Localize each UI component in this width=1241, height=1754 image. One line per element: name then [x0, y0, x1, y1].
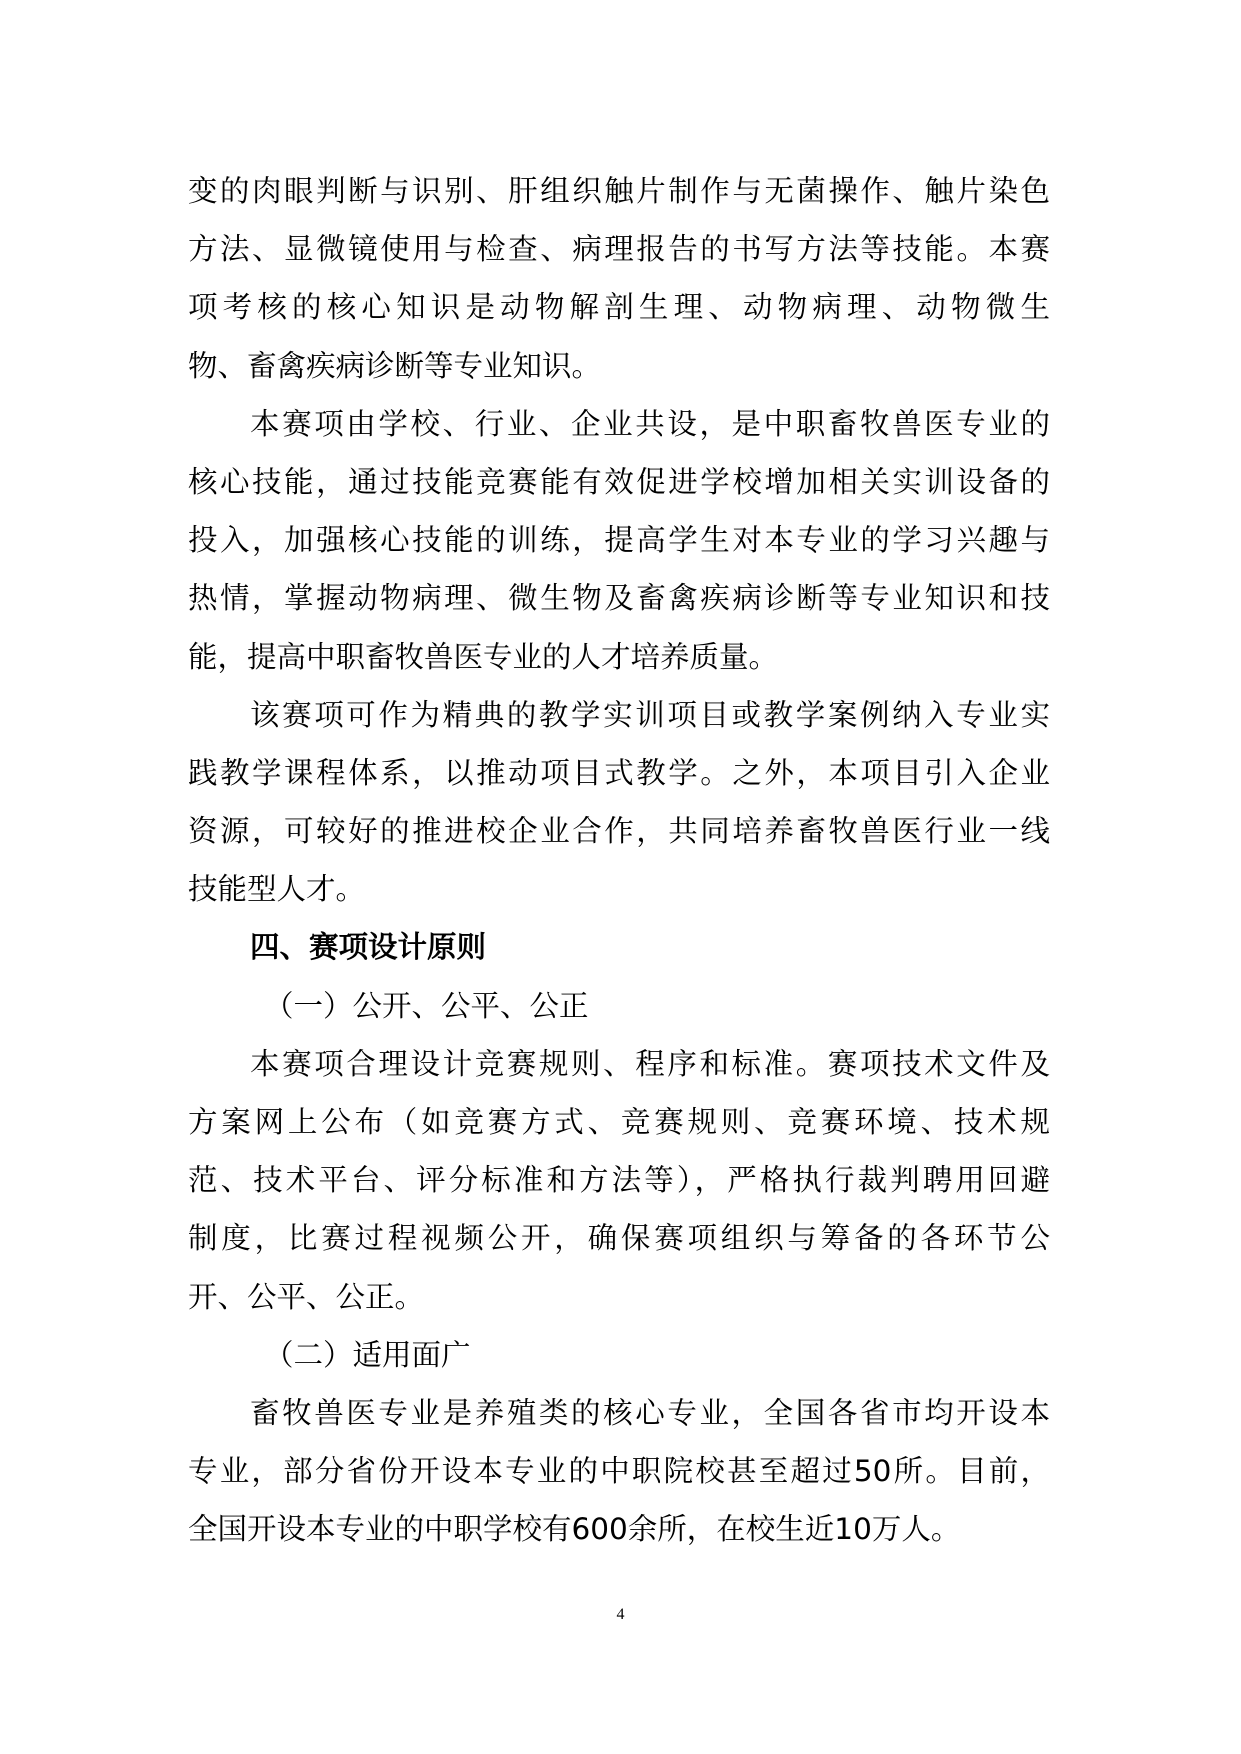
text-line: 该赛项可作为精典的教学实训项目或教学案例纳入专业实	[250, 697, 1050, 732]
section-heading: 四、赛项设计原则	[250, 930, 487, 965]
text-line: 畜牧兽医专业是养殖类的核心专业，全国各省市均开设本	[250, 1395, 1050, 1430]
paragraph-applicability	[188, 1384, 1050, 1559]
text-line: 本赛项合理设计竞赛规则、程序和标准。赛项技术文件及	[250, 1046, 1050, 1081]
text-line: 方法、显微镜使用与检查、病理报告的书写方法等技能。本赛	[188, 232, 1050, 267]
text-line: 投入，加强核心技能的训练，提高学生对本专业的学习兴趣与	[188, 523, 1050, 558]
text-line: 专业，部分省份开设本专业的中职院校甚至超过50所。目前，	[188, 1454, 1050, 1489]
text-line: 践教学课程体系，以推动项目式教学。之外，本项目引入企业	[188, 755, 1050, 790]
text-line: 热情，掌握动物病理、微生物及畜禽疾病诊断等专业知识和技	[188, 581, 1050, 616]
text-line: 技能型人才。	[188, 872, 366, 907]
text-line: 开、公平、公正。	[188, 1279, 425, 1314]
subsection-title: （一）公开、公平、公正	[264, 988, 589, 1023]
text-line: 方案网上公布（如竞赛方式、竞赛规则、竞赛环境、技术规	[188, 1105, 1050, 1139]
paragraph-skills-knowledge	[188, 162, 1050, 395]
text-line: 资源，可较好的推进校企业合作，共同培养畜牧兽医行业一线	[188, 814, 1050, 849]
subsection-title: （二）适用面广	[264, 1337, 471, 1372]
text-line: 核心技能，通过技能竞赛能有效促进学校增加相关实训设备的	[188, 464, 1050, 499]
text-line: 本赛项由学校、行业、企业共设，是中职畜牧兽医专业的	[250, 406, 1050, 441]
text-line: 能，提高中职畜牧兽医专业的人才培养质量。	[188, 639, 779, 674]
text-line: 变的肉眼判断与识别、肝组织触片制作与无菌操作、触片染色	[188, 174, 1050, 208]
paragraph-core-skills	[188, 395, 1050, 686]
document-body	[188, 162, 1050, 1559]
text-line: 范、技术平台、评分标准和方法等），严格执行裁判聘用回避	[188, 1163, 1050, 1198]
paragraph-fairness	[188, 1035, 1050, 1326]
text-line: 物、畜禽疾病诊断等专业知识。	[188, 348, 602, 383]
paragraph-teaching-project	[188, 686, 1050, 919]
text-line: 全国开设本专业的中职学校有600余所，在校生近10万人。	[188, 1512, 961, 1547]
page-number: 4	[616, 1606, 625, 1623]
text-line: 项考核的核心知识是动物解剖生理、动物病理、动物微生	[188, 290, 1050, 325]
text-line: 制度，比赛过程视频公开，确保赛项组织与筹备的各环节公	[188, 1221, 1050, 1256]
